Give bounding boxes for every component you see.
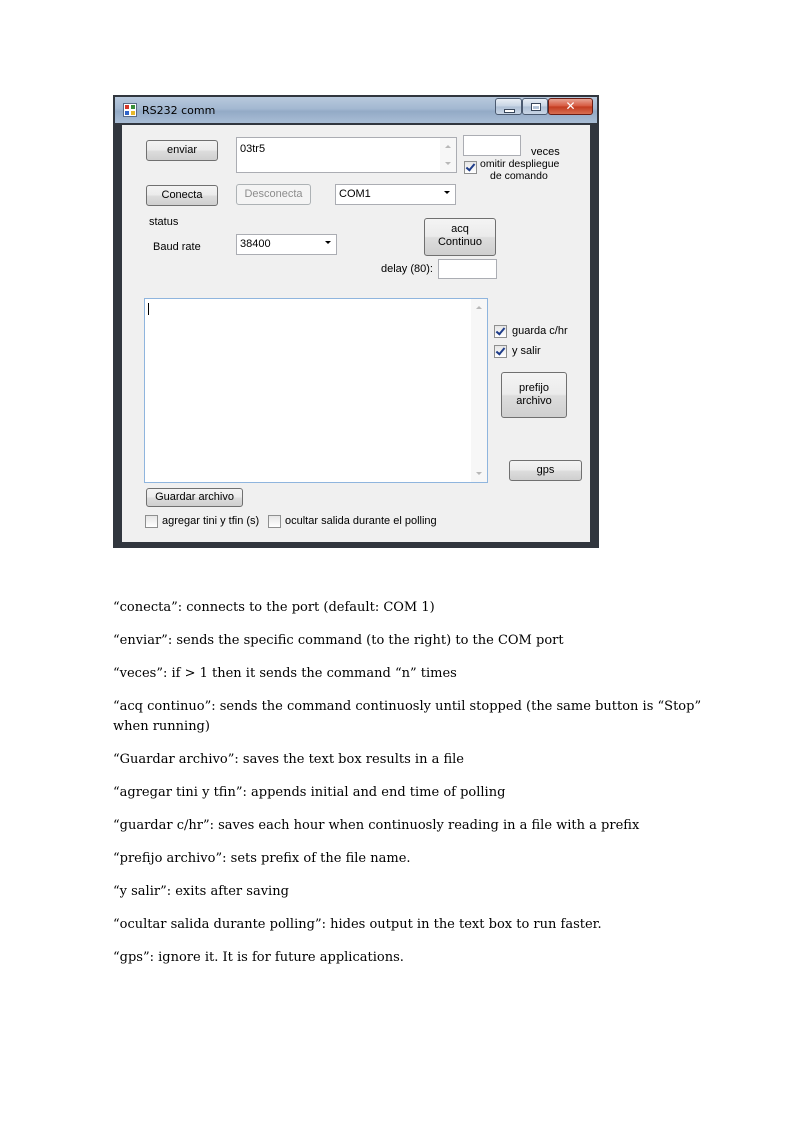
veces-input[interactable] xyxy=(463,135,521,156)
desc-gps: “gps”: ignore it. It is for future applications. xyxy=(113,950,404,965)
scroll-down-icon[interactable] xyxy=(476,472,482,475)
guarda-label: guarda c/hr xyxy=(512,325,568,337)
desc-veces: “veces”: if > 1 then it sends the command “n” times xyxy=(113,666,457,681)
command-scrollbar[interactable] xyxy=(440,138,456,172)
maximize-icon xyxy=(531,103,541,111)
ocultar-label: ocultar salida durante el polling xyxy=(285,515,437,527)
scroll-up-icon[interactable] xyxy=(476,306,482,309)
ysalir-label: y salir xyxy=(512,345,541,357)
port-select[interactable] xyxy=(335,184,456,205)
acq-label-line2: Continuo xyxy=(437,236,483,248)
command-input-value: 03tr5 xyxy=(240,143,266,155)
desconecta-button-label: Desconecta xyxy=(244,188,303,200)
window-title: RS232 comm xyxy=(142,104,216,117)
prefijo-label-line1: prefijo xyxy=(519,382,549,394)
agregar-label: agregar tini y tfin (s) xyxy=(162,515,260,527)
delay-input[interactable] xyxy=(438,259,497,279)
enviar-button-label: enviar xyxy=(167,144,197,156)
omitir-label-line1: omitir despliegue xyxy=(480,158,560,170)
form-client-area xyxy=(122,125,590,542)
acq-label-line1: acq xyxy=(451,223,469,235)
title-bar[interactable] xyxy=(115,97,597,123)
close-icon: ✕ xyxy=(565,99,576,113)
scroll-down-icon[interactable] xyxy=(445,162,451,165)
gps-button-label: gps xyxy=(536,464,555,476)
omitir-label-line2: de comando xyxy=(490,170,548,182)
output-textbox[interactable] xyxy=(144,298,488,483)
desc-guardar-chr: “guardar c/hr”: saves each hour when continuosly reading in a file with a prefix xyxy=(113,818,640,833)
desc-acq-continuo-cont: when running) xyxy=(113,719,210,734)
chevron-down-icon xyxy=(325,241,331,244)
agregar-checkbox[interactable] xyxy=(145,515,158,528)
ocultar-checkbox[interactable] xyxy=(268,515,281,528)
maximize-button[interactable] xyxy=(522,98,548,115)
desc-conecta: “conecta”: connects to the port (default: COM 1) xyxy=(113,600,435,615)
omitir-checkbox[interactable] xyxy=(464,161,477,174)
rs232-window xyxy=(113,95,599,548)
delay-label: delay (80): xyxy=(381,263,433,275)
prefijo-label-line2: archivo xyxy=(516,395,552,407)
minimize-button[interactable] xyxy=(495,98,522,115)
output-scrollbar[interactable] xyxy=(471,299,487,482)
gps-button[interactable] xyxy=(509,460,582,481)
guardar-archivo-label: Guardar archivo xyxy=(155,491,234,503)
text-caret xyxy=(148,303,149,315)
desc-acq-continuo: “acq continuo”: sends the command continuosly until stopped (the same button is “Stop” xyxy=(113,699,702,714)
ysalir-checkbox[interactable] xyxy=(494,345,507,358)
scroll-up-icon[interactable] xyxy=(445,145,451,148)
app-window-icon xyxy=(123,103,137,117)
desc-ysalir: “y salir”: exits after saving xyxy=(113,884,289,899)
close-button[interactable] xyxy=(548,98,593,115)
enviar-button[interactable] xyxy=(146,140,218,161)
chevron-down-icon xyxy=(444,191,450,194)
desc-agregar: “agregar tini y tfin”: appends initial and end time of polling xyxy=(113,785,506,800)
desc-guardar-archivo: “Guardar archivo”: saves the text box results in a file xyxy=(113,752,464,767)
desc-prefijo: “prefijo archivo”: sets prefix of the file name. xyxy=(113,851,411,866)
command-input[interactable] xyxy=(236,137,457,173)
desc-enviar: “enviar”: sends the specific command (to the right) to the COM port xyxy=(113,633,564,648)
desconecta-button[interactable] xyxy=(236,184,311,205)
veces-label: veces xyxy=(531,146,560,158)
conecta-button[interactable] xyxy=(146,185,218,206)
port-select-value: COM1 xyxy=(339,188,371,200)
desc-ocultar: “ocultar salida durante polling”: hides output in the text box to run faster. xyxy=(113,917,602,932)
guardar-archivo-button[interactable] xyxy=(146,488,243,507)
baud-rate-value: 38400 xyxy=(240,238,271,250)
baud-rate-label: Baud rate xyxy=(153,241,201,253)
conecta-button-label: Conecta xyxy=(161,189,203,201)
baud-rate-select[interactable] xyxy=(236,234,337,255)
status-label: status xyxy=(149,216,179,228)
prefijo-archivo-button[interactable] xyxy=(501,372,567,418)
guarda-checkbox[interactable] xyxy=(494,325,507,338)
minimize-icon xyxy=(504,109,515,113)
acq-continuo-button[interactable] xyxy=(424,218,496,256)
